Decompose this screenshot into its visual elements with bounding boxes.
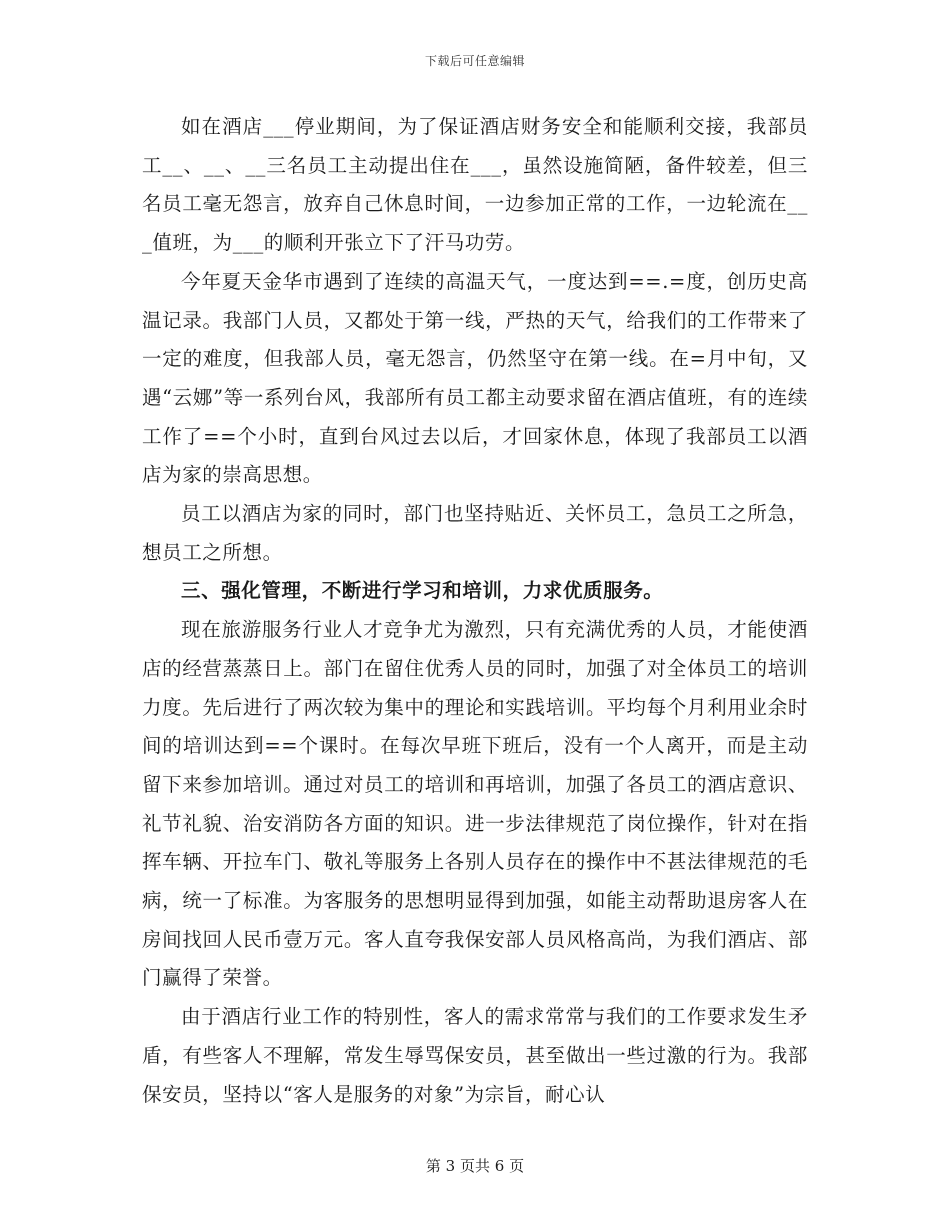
page-header-note: 下载后可任意编辑 (424, 54, 525, 68)
page-number: 第 3 页共 6 页 (425, 1157, 525, 1175)
paragraph-3: 员工以酒店为家的同时，部门也坚持贴近、关怀员工，急员工之所急，想员工之所想。 (142, 502, 808, 564)
section-heading: 三、强化管理，不断进行学习和培训，力求优质服务。 (181, 579, 664, 603)
document-body (142, 108, 808, 1114)
paragraph-5: 由于酒店行业工作的特别性，客人的需求常常与我们的工作要求发生矛盾，有些客人不理解，常发生辱骂保安员，甚至做出一些过激的行为。我部保安员，坚持以“客人是服务的对象”为宗旨，耐心认 (142, 1005, 808, 1106)
paragraph-4: 现在旅游服务行业人才竞争尤为激烈，只有充满优秀的人员，才能使酒店的经营蒸蒸日上。部门在留住优秀人员的同时，加强了对全体员工的培训力度。先后进行了两次较为集中的理论和实践培训。平均每个月利用业余时间的培训达到==个课时。在每次早班下班后，没有一个人离开，而是主动留下来参加培训。通过对员工的培训和再培训，加强了各员工的酒店意识、礼节礼貌、治安消防各方面的知识。进一步法律规范了岗位操作，针对在指挥车辆、开拉车门、敬礼等服务上各别人员存在的操作中不甚法律规范的毛病，统一了标准。为客服务的思想明显得到加强，如能主动帮助退房客人在房间找回人民币壹万元。客人直夸我保安部人员风格高尚，为我们酒店、部门赢得了荣誉。 (142, 618, 808, 990)
paragraph-2: 今年夏天金华市遇到了连续的高温天气，一度达到==.=度，创历史高温记录。我部门人员，又都处于第一线，严热的天气，给我们的工作带来了一定的难度，但我部人员，毫无怨言，仍然坚守在第一线。在=月中旬，又遇“云娜”等一系列台风，我部所有员工都主动要求留在酒店值班，有的连续工作了==个小时，直到台风过去以后，才回家休息，体现了我部员工以酒店为家的崇高思想。 (142, 269, 808, 487)
paragraph-1: 如在酒店___停业期间，为了保证酒店财务安全和能顺利交接，我部员工__、__、__三名员工主动提出住在___，虽然设施简陋，备件较差，但三名员工毫无怨言，放弃自己休息时间，一边参加正常的工作，一边轮流在___值班，为___的顺利开张立下了汗马功劳。 (142, 115, 808, 255)
